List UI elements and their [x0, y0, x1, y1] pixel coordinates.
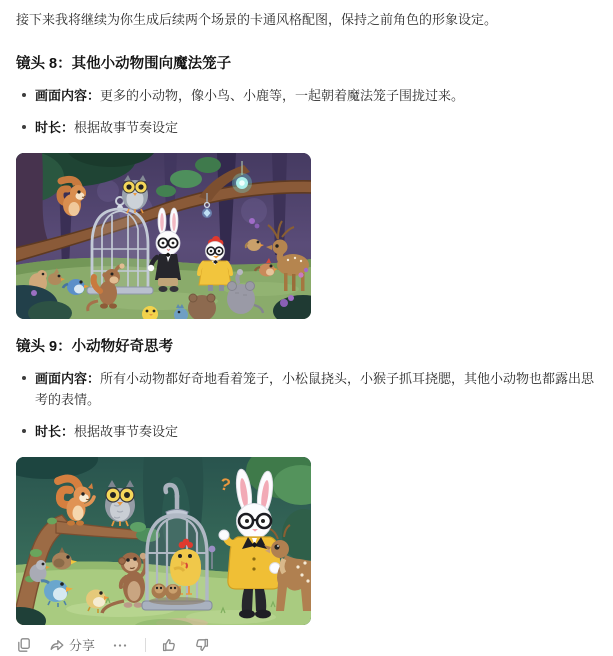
shot-8-heading: 镜头 8：其他小动物围向魔法笼子: [16, 56, 232, 73]
bullet-text: 所有小动物都好奇地看着笼子，小松鼠挠头，小猴子抓耳挠腮，其他小动物也都露出思考的表情。: [35, 370, 595, 407]
section-shot-9: [16, 338, 597, 625]
more-button[interactable]: [112, 637, 128, 653]
bullet-label: 画面内容：: [35, 370, 101, 386]
intro-text: 接下来我将继续为你生成后续两个场景的卡通风格配图，保持之前角色的形象设定。: [16, 12, 498, 27]
question-mark: ?: [218, 474, 233, 496]
bullet-marker: [22, 93, 26, 97]
thumbs-up-icon: [161, 637, 177, 653]
brown-bear-back: [188, 294, 216, 319]
thumbs-up-button[interactable]: [161, 637, 177, 653]
scene-9-illustration: [16, 457, 311, 625]
copy-icon: [16, 637, 32, 653]
bullet-text: 更多的小动物，像小鸟、小鹿等，一起朝着魔法笼子围拢过来。: [100, 87, 465, 103]
shot-8-generated-image[interactable]: [16, 153, 311, 319]
shot-8-bullets: [16, 85, 597, 138]
bullet-label: 画面内容：: [35, 87, 101, 103]
thumbs-down-button[interactable]: [194, 637, 210, 653]
bullet-label: 时长：: [35, 424, 75, 440]
shot-9-heading: 镜头 9：小动物好奇思考: [16, 339, 174, 356]
ellipsis-icon: [112, 637, 128, 653]
shot-9-generated-image[interactable]: [16, 457, 311, 625]
bullet-text: 根据故事节奏设定: [74, 120, 179, 136]
bullet-marker: [22, 429, 26, 433]
bullet-text: 根据故事节奏设定: [74, 424, 179, 440]
bullet-duration: [16, 421, 597, 442]
bullet-marker: [22, 125, 26, 129]
thumbs-down-icon: [194, 637, 210, 653]
bullet-marker: [22, 376, 26, 380]
bullet-label: 时长：: [35, 120, 75, 136]
bullet-scene-content: [16, 368, 597, 410]
shot-9-bullets: [16, 368, 597, 442]
share-button[interactable]: [49, 637, 95, 653]
scene-8-illustration: [16, 153, 311, 319]
bullet-duration: [16, 117, 597, 138]
section-shot-8: [16, 55, 597, 319]
bullet-scene-content: [16, 85, 597, 106]
share-label: 分享: [69, 637, 96, 653]
toolbar-divider: [145, 638, 146, 652]
share-icon: [49, 637, 65, 653]
message-toolbar: [16, 634, 597, 656]
copy-button[interactable]: [16, 637, 32, 653]
